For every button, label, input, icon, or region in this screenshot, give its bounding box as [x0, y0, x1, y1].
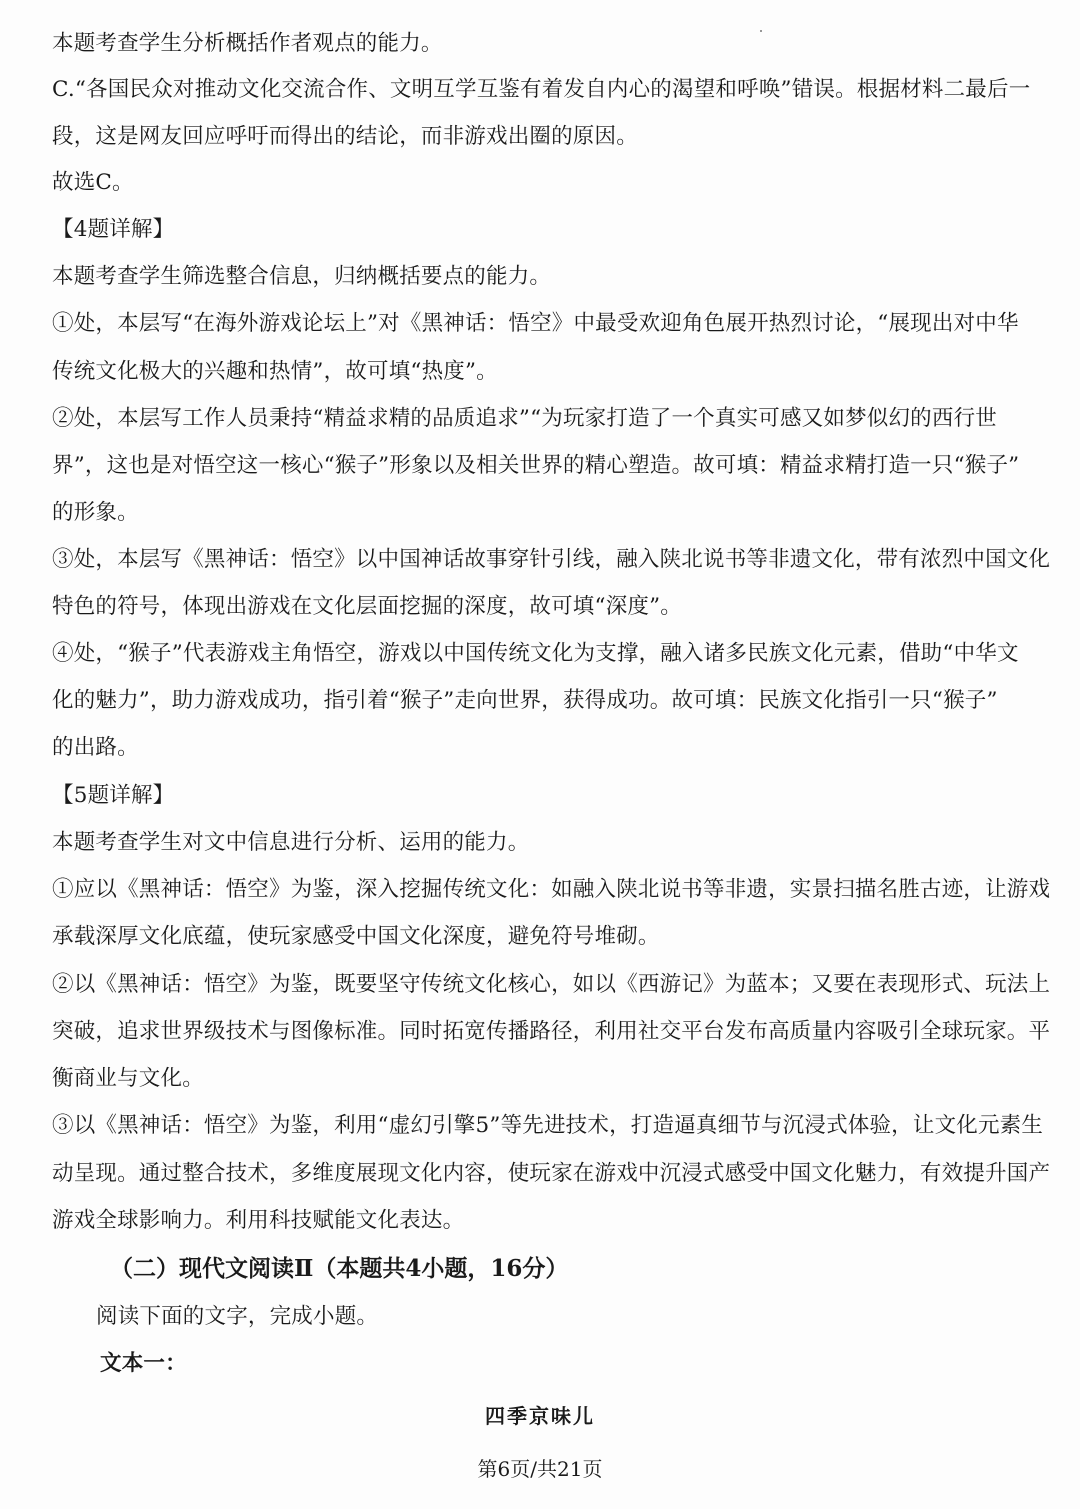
text-line: 动呈现。通过整合技术，多维度展现文化内容，使玩家在游戏中沉浸式感受中国文化魅力，有效提升国产 — [52, 1161, 1051, 1186]
text-line: 特色的符号，体现出游戏在文化层面挖掘的深度，故可填“深度”。 — [52, 594, 682, 619]
text-line: 化的魅力”，助力游戏成功，指引着“猴子”走向世界，获得成功。故可填：民族文化指引一只“猴子” — [52, 688, 998, 713]
text-line: ②以《黑神话：悟空》为鉴，既要坚守传统文化核心，如以《西游记》为蓝本；又要在表现形式、玩法上 — [52, 972, 1051, 997]
text-line: 本题考查学生对文中信息进行分析、运用的能力。 — [52, 830, 530, 855]
text-line: C.“各国民众对推动文化交流合作、文明互学互鉴有着发自内心的渴望和呼唤”错误。根据材料二最后一 — [52, 77, 1031, 102]
text-line: 界”，这也是对悟空这一核心“猴子”形象以及相关世界的精心塑造。故可填：精益求精打造一只“猴子” — [52, 453, 1020, 478]
text-line: 承载深厚文化底蕴，使玩家感受中国文化深度，避免符号堆砌。 — [52, 924, 660, 949]
text-line: 故选C。 — [52, 170, 134, 195]
passage-title: 四季京味儿 — [485, 1404, 595, 1428]
text-line: ③以《黑神话：悟空》为鉴，利用“虚幻引擎5”等先进技术，打造逼真细节与沉浸式体验，让文化元素生 — [52, 1113, 1044, 1138]
text-line: 衡商业与文化。 — [52, 1066, 204, 1091]
instruction-text: 阅读下面的文字，完成小题。 — [96, 1304, 379, 1329]
text-label: 文本一： — [100, 1351, 187, 1376]
text-line: ③处，本层写《黑神话：悟空》以中国神话故事穿针引线，融入陕北说书等非遗文化，带有浓烈中国文化 — [52, 547, 1051, 572]
text-line: ④处，“猴子”代表游戏主角悟空，游戏以中国传统文化为支撑，融入诸多民族文化元素，借助“中华文 — [52, 641, 1019, 666]
text-line: 传统文化极大的兴趣和热情”，故可填“热度”。 — [52, 359, 498, 384]
section-heading: （二）现代文阅读Ⅱ（本题共4小题，16分） — [110, 1255, 569, 1282]
text-line: 本题考查学生分析概括作者观点的能力。 — [52, 31, 443, 56]
text-line: ①应以《黑神话：悟空》为鉴，深入挖掘传统文化：如融入陕北说书等非遗，实景扫描名胜古迹，让游戏 — [52, 877, 1051, 902]
subsection-heading: 【5题详解】 — [52, 783, 175, 808]
text-line: 突破，追求世界级技术与图像标准。同时拓宽传播路径，利用社交平台发布高质量内容吸引全球玩家。平 — [52, 1019, 1051, 1044]
text-line: ①处，本层写“在海外游戏论坛上”对《黑神话：悟空》中最受欢迎角色展开热烈讨论，“展现出对中华 — [52, 311, 1019, 336]
text-line: 游戏全球影响力。利用科技赋能文化表达。 — [52, 1208, 465, 1233]
subsection-heading: 【4题详解】 — [52, 217, 175, 242]
text-line: 的形象。 — [52, 500, 139, 525]
text-line: 本题考查学生筛选整合信息，归纳概括要点的能力。 — [52, 264, 552, 289]
text-line: ②处，本层写工作人员秉持“精益求精的品质追求”“为玩家打造了一个真实可感又如梦似幻的西行世 — [52, 406, 997, 431]
page-footer: 第6页/共21页 — [477, 1457, 603, 1481]
text-line: 的出路。 — [52, 735, 139, 760]
text-line: 段，这是网友回应呼吁而得出的结论，而非游戏出圈的原因。 — [52, 124, 638, 149]
